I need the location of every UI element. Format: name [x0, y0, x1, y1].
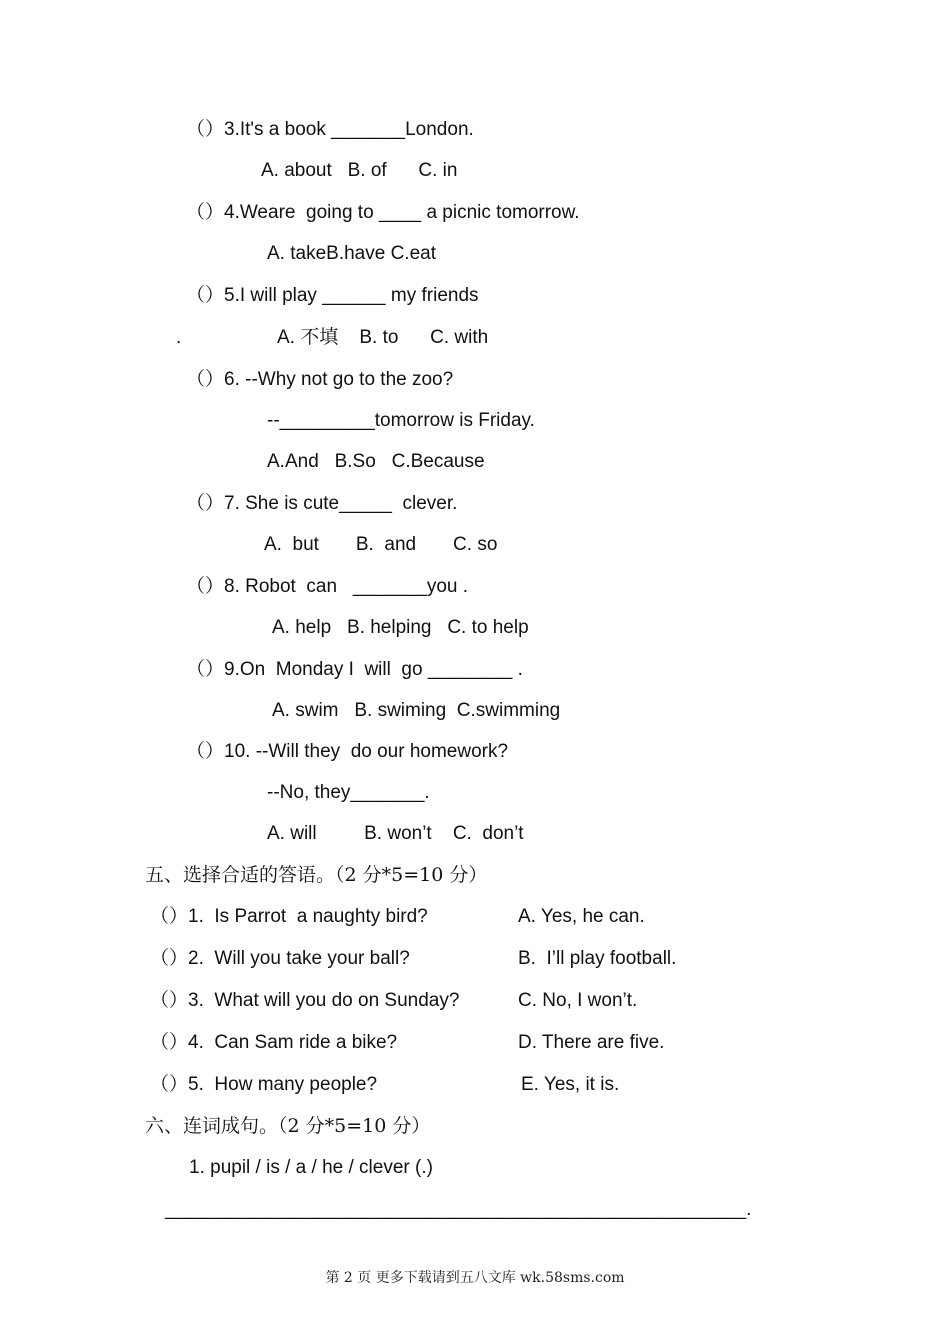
- question-6-options: A.And B.So C.Because: [267, 451, 485, 472]
- match-question-5: （）5. How many people?: [150, 1074, 378, 1095]
- match-answer-e: E. Yes, it is.: [521, 1074, 620, 1095]
- question-8-stem: （）8. Robot can _______you .: [186, 576, 469, 597]
- section-6-title: 六、连词成句。（2 分*5=10 分）: [145, 1115, 431, 1137]
- question-10-reply: --No, they_______.: [267, 782, 430, 803]
- question-6-stem: （）6. --Why not go to the zoo?: [186, 369, 454, 390]
- match-question-4: （）4. Can Sam ride a bike?: [150, 1032, 398, 1053]
- question-10-stem: （）10. --Will they do our homework?: [186, 741, 509, 762]
- question-5-options: A. 不填 B. to C. with: [277, 327, 489, 348]
- match-answer-c: C. No, I won’t.: [518, 990, 638, 1011]
- question-3-options: A. about B. of C. in: [261, 160, 458, 181]
- page-footer: 第 2 页 更多下载请到五八文库 wk.58sms.com: [325, 1270, 625, 1286]
- match-answer-b: B. I’ll play football.: [518, 948, 677, 969]
- match-question-1: （）1. Is Parrot a naughty bird?: [150, 906, 428, 927]
- question-5-dot: .: [176, 327, 182, 348]
- match-question-3: （）3. What will you do on Sunday?: [150, 990, 460, 1011]
- section-5-title: 五、选择合适的答语。（2 分*5=10 分）: [145, 864, 488, 886]
- question-4-options: A. takeB.have C.eat: [267, 243, 436, 264]
- question-4-stem: （）4.Weare going to ____ a picnic tomorrow.: [186, 202, 580, 223]
- question-10-options: A. will B. won’t C. don’t: [267, 823, 524, 844]
- question-9-stem: （）9.On Monday I will go ________ .: [186, 659, 523, 680]
- question-5-stem: （）5.I will play ______ my friends: [186, 285, 479, 306]
- match-question-2: （）2. Will you take your ball?: [150, 948, 410, 969]
- match-answer-a: A. Yes, he can.: [518, 906, 645, 927]
- answer-line: _______________________________________________________.: [165, 1199, 752, 1220]
- question-6-reply: --_________tomorrow is Friday.: [267, 410, 535, 431]
- question-7-stem: （）7. She is cute_____ clever.: [186, 493, 458, 514]
- question-8-options: A. help B. helping C. to help: [272, 617, 529, 638]
- question-3-stem: （）3.It's a book _______London.: [186, 119, 474, 140]
- sentence-question-1: 1. pupil / is / a / he / clever (.): [189, 1157, 433, 1178]
- question-9-options: A. swim B. swiming C.swimming: [272, 700, 561, 721]
- match-answer-d: D. There are five.: [518, 1032, 665, 1053]
- question-7-options: A. but B. and C. so: [264, 534, 498, 555]
